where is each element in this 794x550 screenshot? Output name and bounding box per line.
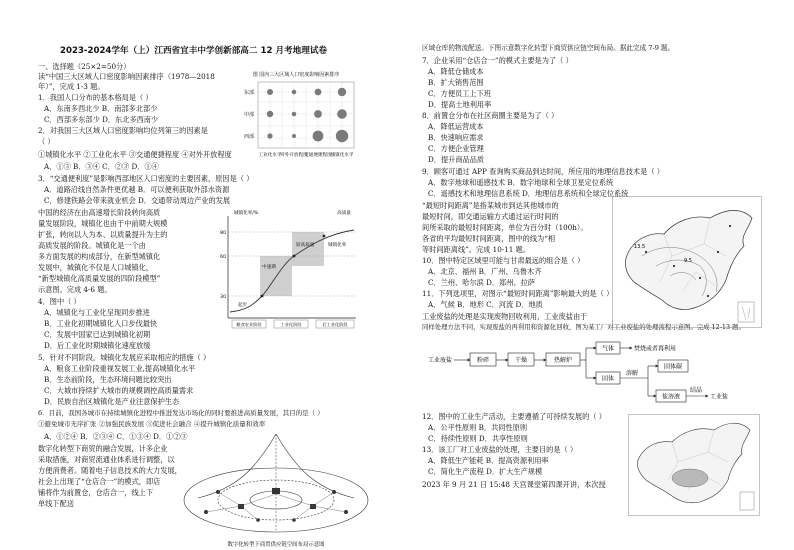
- passage-line: “新型城镇化高质量发展的四阶段模型”: [38, 274, 161, 283]
- factor-label: 工业化水平: [258, 153, 282, 158]
- passage-line: 区域仓库的物流配送。下图示意数字化转型下商贸供应链空间布局。据此完成 7-9 题。: [422, 44, 675, 52]
- question-5-option: D．民族自治区城镇化是产业注意保护生态: [44, 397, 180, 406]
- node: [272, 488, 280, 494]
- intro-line: 读“中国三大区域人口密度影响因素排序（1978—2018: [38, 72, 215, 81]
- flow-gas-label: 气体: [601, 345, 615, 353]
- question-4-option: C．发展中国家已达到城镇化初期: [44, 330, 151, 339]
- question-2-items: ①城镇化水平 ②工业化水平 ③交通便捷程度 ④对外开放程度: [38, 150, 232, 159]
- bubble: [292, 112, 297, 117]
- question-3-options: A．道路沿线自然条件更优越 B．可以便利获取外部水资源: [44, 185, 230, 194]
- question-4-option: A．城镇化与工业化呈现同步推进: [44, 308, 150, 317]
- question-13-options: C．简化生产流程 D．扩大生产规模: [428, 467, 543, 476]
- flow-solid-label: 固体: [601, 375, 615, 383]
- flow-input-label: 工业废盐: [428, 357, 453, 364]
- question-5: 5．针对不同阶段，城镇化发展应采取相应的措施（ ）: [38, 353, 211, 362]
- passage-line: 高质发展的阶段。城镇化是一个由: [38, 241, 146, 250]
- south-sea-inset: [740, 492, 754, 510]
- question-7-option: B．扩大销售范围: [428, 78, 484, 87]
- question-1: 1．我国人口分布的基本格局是（ ）: [38, 93, 153, 102]
- bubble: [336, 130, 348, 142]
- question-6-items: ①避免城市无序扩张 ②加强民族发展 ③促进社会融合 ④提升城镇化质量和效率: [38, 420, 266, 428]
- passage-line: 社会上出现了“仓店合一”的模式，即店: [38, 477, 161, 486]
- flow-solid-carbon-label: 固体碳: [663, 363, 683, 371]
- supply-chain-layout-diagram: [178, 428, 376, 550]
- region-factor-bubble-chart: [232, 68, 360, 172]
- question-9-options: A．数字地球和遥感技术 B．数字地球和全球卫星定位系统: [428, 178, 614, 187]
- question-11-options: A．气候 B．地形 C．河流 D．地质: [428, 300, 543, 309]
- passage-line: 数字化转型下商贸的融合发展，计多企业: [38, 444, 168, 453]
- passage-line: 工业废盐的处理是实现废物回收利用，工业废盐由于: [422, 312, 588, 321]
- bubble: [338, 88, 346, 96]
- question-2: （ ）: [38, 137, 55, 146]
- passage-line: 单线下配送: [38, 499, 74, 508]
- flow-step-label: 热解炉: [553, 357, 573, 364]
- question-12-options: A．公平性原则 B．共同性原则: [428, 423, 528, 432]
- curve-point: [323, 235, 326, 238]
- flow-step-label: 干燥: [514, 357, 528, 364]
- question-3-options: C．修建铁路会带来就业机会 D．交通带动周边产业的发展: [44, 196, 231, 205]
- region-label: 西部: [243, 134, 254, 140]
- passage-line: “最短时间距离”是指某城市到达其他城市的: [422, 201, 559, 210]
- question-13-options: A．降低生产能耗 B．提高资源利用率: [428, 456, 549, 465]
- flow-step-label: 粉碎: [476, 357, 490, 364]
- isochrone-label: 9.5: [684, 258, 692, 264]
- question-12-options: C．持续性原则 D．共享性原则: [428, 434, 528, 443]
- chart-top-label: 高质量: [337, 211, 351, 216]
- passage-line: 量发展阶段，城镇化也由于中前期大规模: [38, 219, 168, 228]
- question-1-options: C．西部多东部少 D．东北多西南少: [44, 115, 159, 124]
- passage-line: 2023 年 9 月 21 日 15:48 天宫课堂第四课开讲，本次授: [422, 480, 606, 489]
- y-tick: 80: [220, 231, 226, 236]
- chart-y-label: 城镇化率/%: [234, 211, 259, 216]
- china-map-small: [628, 414, 760, 516]
- bubble: [292, 134, 296, 138]
- urbanization-stage-model-chart: [198, 206, 360, 330]
- passage-line: 铺将作为前置仓，仓店合一，线上下: [38, 488, 154, 497]
- bubble: [267, 89, 273, 95]
- region-label: 中部: [243, 112, 254, 118]
- flow-brine-label: 盐溶液: [661, 393, 681, 401]
- question-7-option: D．提高土地利用率: [428, 100, 492, 109]
- stage-name: 粮食农业阶段: [236, 322, 262, 327]
- stage-name: 后工业化阶段: [322, 322, 348, 327]
- bubble: [313, 131, 324, 142]
- question-13: 13．该工厂对工业废盐的处理，主要目的是（ ）: [422, 445, 578, 454]
- passage-line: 方便消费者。随着电子信息技术的大力发展，: [38, 466, 182, 475]
- question-7: 7．企业采用“仓店合一”的模式主要是为了（ ）: [422, 56, 573, 65]
- question-9: 9．顾客可通过 APP 查询购买商品到达时间，所应用的地理信息技术是（ ）: [422, 167, 664, 176]
- flow-output-label: 工业盐: [710, 393, 729, 401]
- question-9-options: C．遥感技术和地理信息系统 D．地理信息系统和全球定位系统: [428, 189, 629, 198]
- passage-line: 最短时间，即交通运输方式通过运行时间的: [422, 212, 559, 221]
- question-2: 2．对我国三大区域人口密度影响均位列第三的因素是: [38, 126, 208, 135]
- question-8-option: B．快速响应需求: [428, 133, 484, 142]
- passage-line: 扩张，转向以人为本、以质量提升为主的: [38, 230, 168, 239]
- curve-point: [293, 255, 296, 258]
- stage-label: 中速期: [262, 265, 276, 270]
- question-8-option: A．降低运营成本: [428, 122, 484, 131]
- factor-label: 交通便捷程度: [304, 153, 332, 158]
- south-sea-islands: [742, 306, 750, 320]
- region-label: 东部: [243, 90, 254, 96]
- passage-line: 中国的经济在由高速增长阶段转向高质: [38, 208, 161, 217]
- question-4-option: D．后工业化时期城镇化速度放缓: [44, 341, 151, 350]
- section-heading: 一、选择题（25×2=50分）: [38, 62, 131, 71]
- bubble-marks: [267, 88, 348, 142]
- bubble-chart-title: 图 国内三大区域人口密度影响因素排序: [252, 72, 340, 78]
- question-7-option: A．降低仓储成本: [428, 67, 484, 76]
- question-3: 3．“交通便利度”是影响西部地区人口密度的主要因素，原因是（ ）: [38, 174, 254, 183]
- highlight-region: [672, 469, 708, 487]
- flow-crystallize-label: 结晶: [690, 387, 703, 394]
- question-8-option: C．方便企业管理: [428, 144, 484, 153]
- bubble: [314, 110, 322, 118]
- question-6-options: A．①②④ B．②③④ C．①③④ D．①②③: [44, 432, 188, 441]
- bubble: [337, 109, 347, 119]
- passage-line: 示意图。完成 4-6 题。: [38, 285, 112, 294]
- stage-name: 工业化阶段: [280, 322, 302, 327]
- china-isochrone-map: [612, 196, 762, 328]
- factor-label: 城镇化水平: [330, 153, 354, 158]
- passage-line: 各省的平均最短时间距离，图中的线为“相: [422, 234, 556, 243]
- passage-line: 等时间距离线”。完成 10-11 题。: [422, 245, 531, 254]
- waste-salt-process-flow: [424, 340, 742, 406]
- question-5-option: B．生态前阶段，生态环境问题比较突出: [44, 375, 172, 384]
- flow-gas-output: 焚烧或者再利用: [634, 345, 677, 353]
- south-sea-inset: [738, 302, 754, 322]
- stage-shade: [292, 232, 324, 266]
- question-6: 6．目前，我国各城市在持续城镇化进程中推进发达市场化的同时要推进高质量发展，其目的是（ ）: [38, 409, 324, 417]
- question-7-option: C．方便员工上下班: [428, 89, 492, 98]
- question-10-options: C．兰州、哈尔滨 D．郑州、拉萨: [428, 278, 535, 287]
- stage-label: 起步: [238, 303, 248, 308]
- passage-line: 采取措施，对商贸流通业体系进行调整，以: [38, 455, 175, 464]
- question-1-options: A．东南多西北少 B．南部多北部少: [44, 104, 158, 113]
- question-12: 12．图中的工业生产活动，主要遵循了可持续发展的（ ）: [422, 412, 606, 421]
- question-5-option: A．粮食工业阶段重视发展工业,提高城镇化水平: [44, 364, 196, 373]
- bubble: [267, 133, 272, 138]
- question-4-option: B．工业化初期城镇化人口步伐最快: [44, 319, 158, 328]
- question-8-option: D．提升商品品质: [428, 155, 485, 164]
- passage-line: 同样处理方法不同，实现废盐的再利用和资源化回收，图为某工厂对工业废盐的处理流程示意图。完成 12-13 题。: [422, 323, 745, 331]
- curve-point: [261, 295, 264, 298]
- bubble: [315, 89, 322, 96]
- passage-line: 间所采取的最短时间距离，单位为百分时（100h）。: [422, 223, 588, 232]
- stage-label: 城镇化率: [328, 243, 347, 248]
- y-tick: 30: [220, 295, 226, 300]
- y-tick: 60: [220, 255, 226, 260]
- bubble: [292, 90, 297, 95]
- question-10: 10．图中特定区域里可能与甘肃最远的组合是（ ）: [422, 256, 585, 265]
- bubble: [267, 111, 273, 117]
- intro-line: 年）”，完成 1-3 题。: [38, 82, 105, 91]
- figure-caption: 数字化转型下商贸供应链空间布局示意图: [227, 542, 325, 548]
- factor-label: 对外开放程度: [280, 153, 308, 158]
- page-title: 2023-2024学年（上）江西省宜丰中学创新部高二 12 月考地理试卷: [60, 46, 328, 56]
- passage-line: 发展中，城镇化不仅是人口城镇化，: [38, 263, 154, 272]
- question-11: 11．下列选项里，对图示“最短时间距离”影响最大的是（ ）: [422, 289, 614, 298]
- question-8: 8．前置仓分布在社区商圈主要是为了（ ）: [422, 111, 559, 120]
- passage-line: 多方面发展的构成部分，在新型城镇化: [38, 252, 161, 261]
- stage-label: 较高质量: [296, 243, 315, 248]
- question-5-option: C．大城市持续扩大城市的规模调控高质量需求: [44, 386, 194, 395]
- question-4: 4．图中（ ）: [38, 297, 81, 306]
- country-outline: [637, 423, 750, 503]
- question-2-options: A．①③ B．③④ C．②③ D．①④: [44, 162, 159, 171]
- question-10-options: A．北京、福州 B．广州、乌鲁木齐: [428, 267, 542, 276]
- flow-dissolve-label: 溶解: [626, 370, 639, 377]
- middle-ring: [218, 480, 334, 520]
- isochrone-label: 13.5: [634, 244, 646, 250]
